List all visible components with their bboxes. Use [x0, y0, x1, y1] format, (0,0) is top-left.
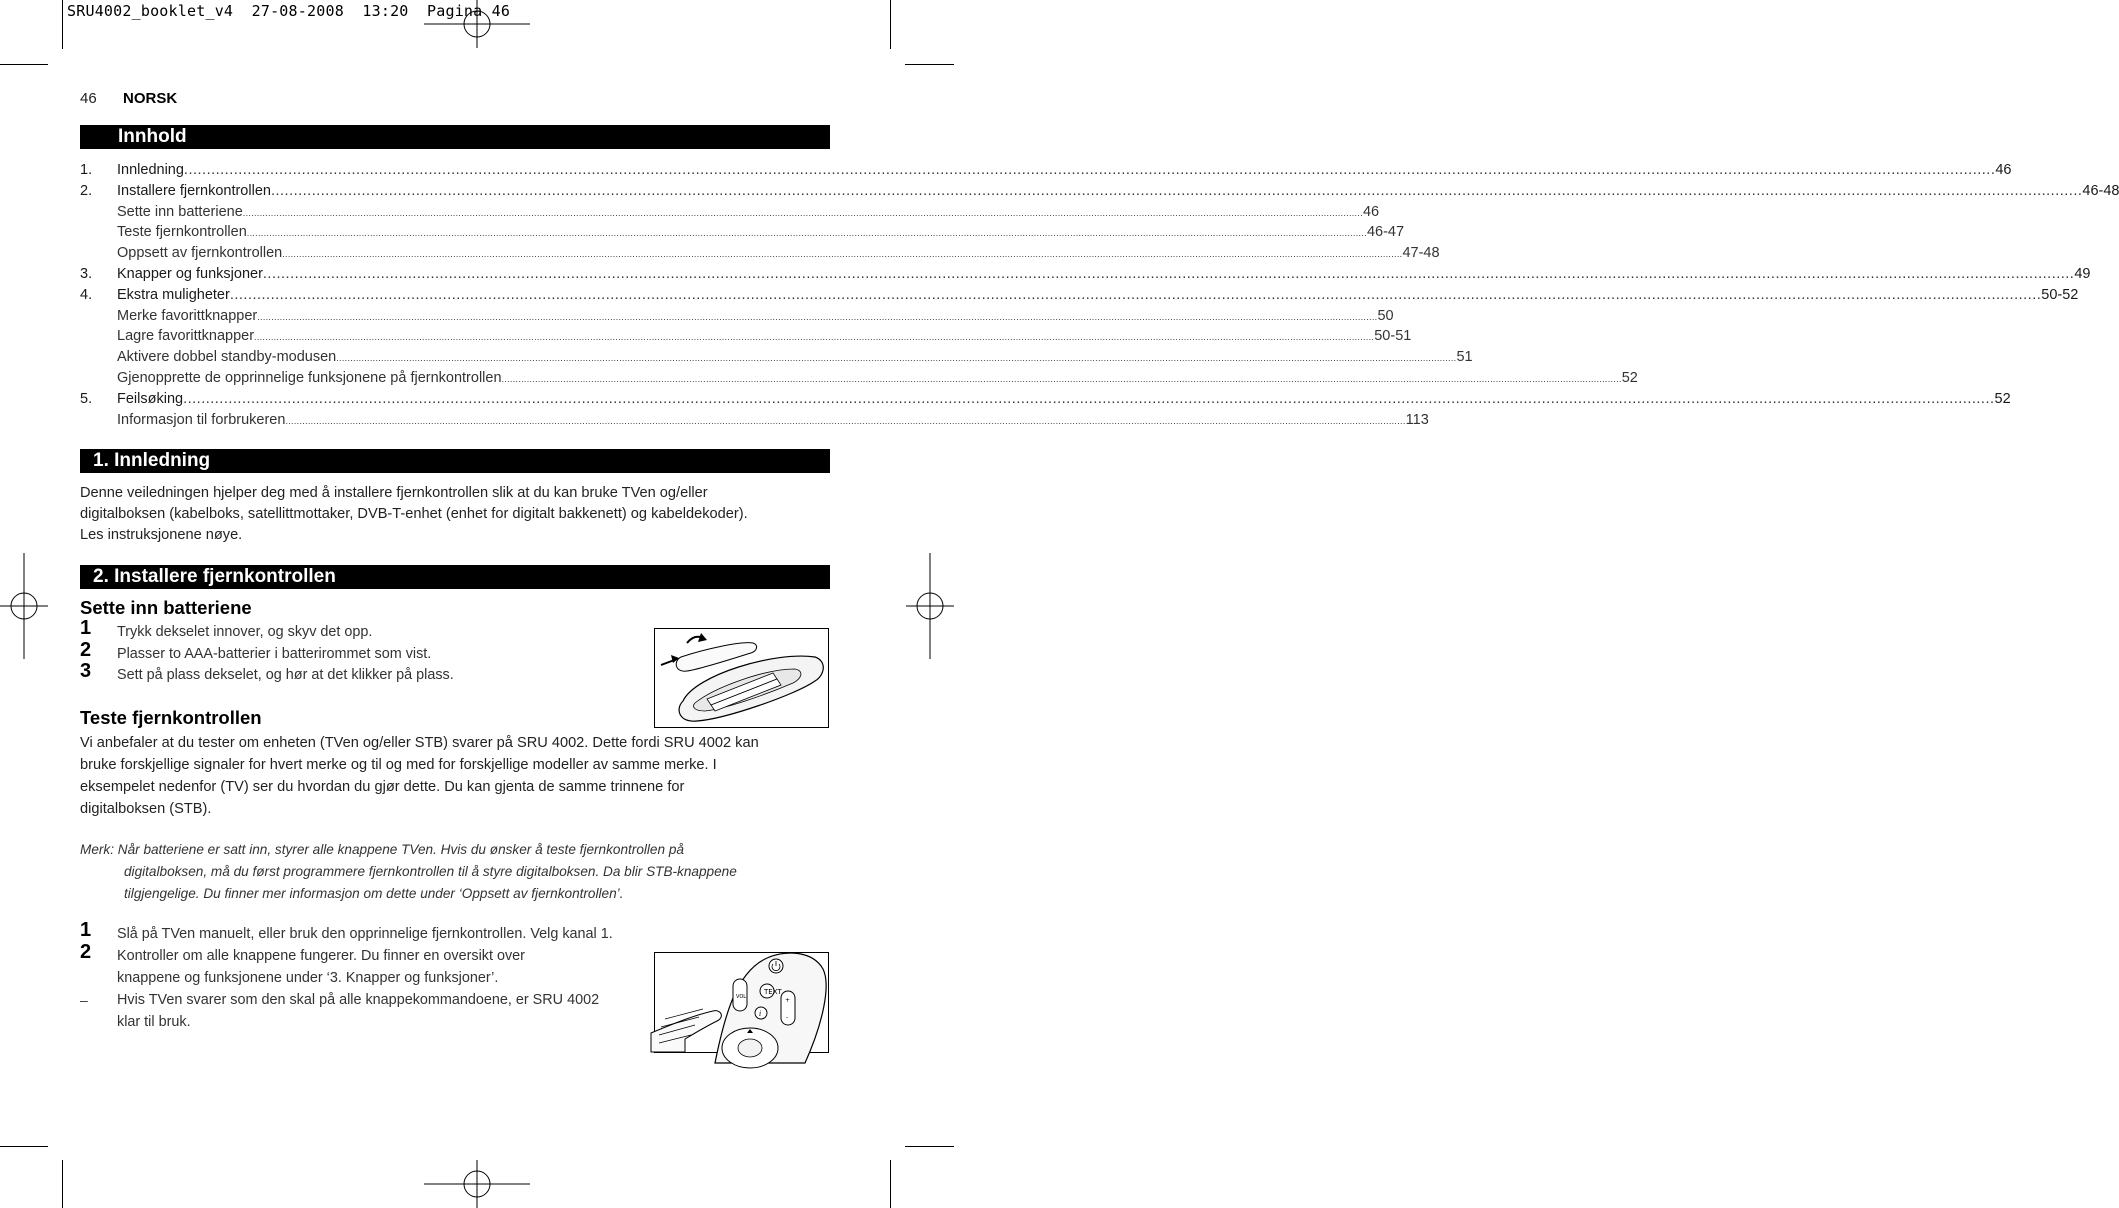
toc-leader-dots: ................................................................................................................................................................................................................................................................................................................................................................................................................ [246, 228, 1367, 239]
toc-entry[interactable] [80, 160, 2012, 181]
step-number: 1 [80, 617, 92, 639]
step-text: klar til bruk. [117, 1014, 191, 1030]
remote-buttons-illustration-icon [655, 953, 828, 1052]
install-title-bar [80, 565, 830, 589]
toc-entry[interactable] [80, 347, 1473, 368]
toc-leader-dots: ................................................................................................................................................................................................................................................................................................................................................................................................................ [183, 390, 1995, 407]
test-line: digitalboksen (STB). [80, 801, 212, 817]
toc-entry-label: Feilsøking [117, 390, 184, 407]
toc-entry-number: 3. [80, 265, 93, 282]
toc-entry-label: Merke favorittknapper [117, 307, 258, 324]
toc-entry-label: Lagre favorittknapper [117, 328, 255, 345]
toc-entry[interactable] [80, 243, 1440, 264]
toc-entry-label: Gjenopprette de opprinnelige funksjonene på fjernkontrollen [117, 369, 502, 386]
note-line: digitalboksen, må du først programmere fjernkontrollen til å styre digitalboksen. Da blir STB-knappene [124, 864, 737, 879]
toc-entry-page: 49 [2074, 265, 2091, 282]
intro-title-bar [80, 449, 830, 473]
test-text [80, 732, 832, 820]
toc-entry[interactable] [80, 222, 1405, 243]
toc-entry[interactable] [80, 264, 2091, 285]
step-text: Plasser to AAA-batterier i batterirommet som vist. [117, 646, 432, 662]
toc-leader-dots: ................................................................................................................................................................................................................................................................................................................................................................................................................ [183, 162, 1996, 178]
step-text: Sett på plass dekselet, og hør at det klikker på plass. [117, 667, 454, 683]
toc-leader-dots: ................................................................................................................................................................................................................................................................................................................................................................................................................ [270, 182, 2083, 199]
step-text: Kontroller om alle knappene fungerer. Du finner en oversikt over [117, 948, 525, 964]
toc-entry-page: 52 [1994, 390, 2011, 407]
toc-leader-dots: ................................................................................................................................................................................................................................................................................................................................................................................................................ [257, 311, 1378, 322]
toc-leader-dots: ................................................................................................................................................................................................................................................................................................................................................................................................................ [262, 265, 2075, 282]
step-number: 2 [80, 639, 92, 661]
batteries-heading: Sette inn batteriene [80, 597, 252, 618]
toc-leader-dots: ................................................................................................................................................................................................................................................................................................................................................................................................................ [254, 332, 1375, 343]
toc-leader-dots: ................................................................................................................................................................................................................................................................................................................................................................................................................ [229, 286, 2042, 303]
toc-entry-page: 50-51 [1374, 328, 1412, 345]
remote-battery-illustration-icon [655, 629, 828, 727]
registration-mark-bottom [424, 1160, 530, 1208]
note-line: Merk: Når batteriene er satt inn, styrer alle knappene TVen. Hvis du ønsker å teste fjernkontrollen på [80, 842, 684, 857]
toc-entry[interactable] [80, 306, 1394, 327]
buttons-figure [654, 952, 829, 1053]
toc-title: Innhold [118, 126, 187, 147]
step-text: knappene og funksjonene under ‘3. Knapper og funksjoner’. [117, 970, 499, 986]
toc-entry[interactable] [80, 285, 2079, 306]
toc-entry-page: 51 [1456, 349, 1473, 366]
toc-title-bar [80, 125, 830, 149]
toc-entry-number: 5. [80, 390, 93, 407]
install-title: 2. Installere fjernkontrollen [93, 566, 336, 587]
toc-entry-label: Installere fjernkontrollen [117, 182, 271, 199]
toc-entry-label: Aktivere dobbel standby-modusen [117, 349, 337, 366]
step-number: 3 [80, 660, 92, 682]
toc-leader-dots: ................................................................................................................................................................................................................................................................................................................................................................................................................ [501, 373, 1622, 384]
toc-entry-page: 52 [1621, 369, 1638, 386]
toc-entry-page: 113 [1405, 411, 1429, 428]
dash-marker: – [80, 992, 88, 1008]
intro-line: Les instruksjonene nøye. [80, 527, 243, 543]
toc-entry-page: 50-52 [2041, 286, 2079, 303]
toc-leader-dots: ................................................................................................................................................................................................................................................................................................................................................................................................................ [242, 207, 1363, 218]
toc-entry-label: Knapper og funksjoner [117, 265, 263, 282]
text-button-label: TEXT [764, 988, 782, 996]
language-label: NORSK [123, 90, 178, 107]
test-heading: Teste fjernkontrollen [80, 707, 262, 728]
intro-title: 1. Innledning [93, 450, 211, 471]
toc-entry-number: 4. [80, 286, 93, 303]
toc-leader-dots: ................................................................................................................................................................................................................................................................................................................................................................................................................ [282, 249, 1403, 260]
intro-text [80, 483, 832, 546]
toc-entry-page: 50 [1377, 307, 1394, 324]
toc-entry-page: 46 [1362, 203, 1380, 220]
toc-entry-number: 2. [80, 182, 93, 199]
registration-mark-top [424, 0, 530, 48]
page-number: 46 [80, 90, 97, 107]
print-slug-line: SRU4002_booklet_v4 27-08-2008 13:20 Pagina 46 [67, 2, 511, 20]
toc-entry[interactable] [80, 368, 1638, 389]
note-text [80, 839, 800, 905]
step-number: 2 [80, 941, 92, 963]
vol-label: VOL [736, 994, 747, 1000]
plus-label: + [785, 997, 791, 1004]
toc-entry-label: Sette inn batteriene [117, 203, 243, 220]
toc-entry-page: 46 [1995, 162, 2012, 178]
minus-label: - [786, 1014, 789, 1021]
test-line: bruke forskjellige signaler for hvert merke og til og med for forskjellige modeller av samme merke. I [80, 757, 717, 773]
toc-entry-number: 1. [80, 162, 93, 178]
toc-entry-label: Teste fjernkontrollen [117, 224, 247, 241]
step-text: Trykk dekselet innover, og skyv det opp. [117, 624, 373, 640]
test-line: eksempelet nedenfor (TV) ser du hvordan du gjør dette. Du kan gjenta de samme trinnene for [80, 779, 685, 795]
registration-mark-right [906, 553, 954, 659]
toc-entry-page: 47-48 [1402, 245, 1440, 262]
toc-leader-dots: ................................................................................................................................................................................................................................................................................................................................................................................................................ [336, 353, 1457, 364]
step-text: Hvis TVen svarer som den skal på alle knappekommandoene, er SRU 4002 [117, 992, 600, 1008]
toc-entry[interactable] [80, 181, 2119, 202]
step-text: Slå på TVen manuelt, eller bruk den opprinnelige fjernkontrollen. Velg kanal 1. [117, 926, 613, 942]
table-of-contents [80, 160, 2119, 430]
toc-entry-label: Innledning [117, 162, 184, 178]
toc-entry-page: 46-47 [1366, 224, 1405, 241]
toc-entry[interactable] [80, 326, 1412, 347]
registration-mark-left [0, 553, 48, 659]
test-line: Vi anbefaler at du tester om enheten (TVen og/eller STB) svarer på SRU 4002. Dette fordi SRU 4002 kan [80, 735, 759, 751]
toc-entry-label: Ekstra muligheter [117, 286, 230, 303]
toc-entry[interactable] [80, 389, 2011, 410]
intro-line: digitalboksen (kabelboks, satellittmottaker, DVB-T-enhet (enhet for digitalt bakkenett) og kabeldekoder). [80, 506, 748, 522]
step-number: 1 [80, 919, 92, 941]
toc-entry[interactable] [80, 410, 1429, 431]
toc-leader-dots: ................................................................................................................................................................................................................................................................................................................................................................................................................ [285, 415, 1406, 426]
info-label: i [759, 1010, 762, 1018]
toc-entry-label: Oppsett av fjernkontrollen [117, 245, 283, 262]
toc-entry[interactable] [80, 202, 1380, 223]
toc-entry-label: Informasjon til forbrukeren [117, 411, 286, 428]
intro-line: Denne veiledningen hjelper deg med å installere fjernkontrollen slik at du kan bruke TVen og/eller [80, 485, 708, 501]
battery-figure [654, 628, 829, 728]
note-line: tilgjengelige. Du finner mer informasjon om dette under ‘Oppsett av fjernkontrollen’. [124, 886, 624, 901]
toc-entry-page: 46-48 [2082, 182, 2119, 199]
